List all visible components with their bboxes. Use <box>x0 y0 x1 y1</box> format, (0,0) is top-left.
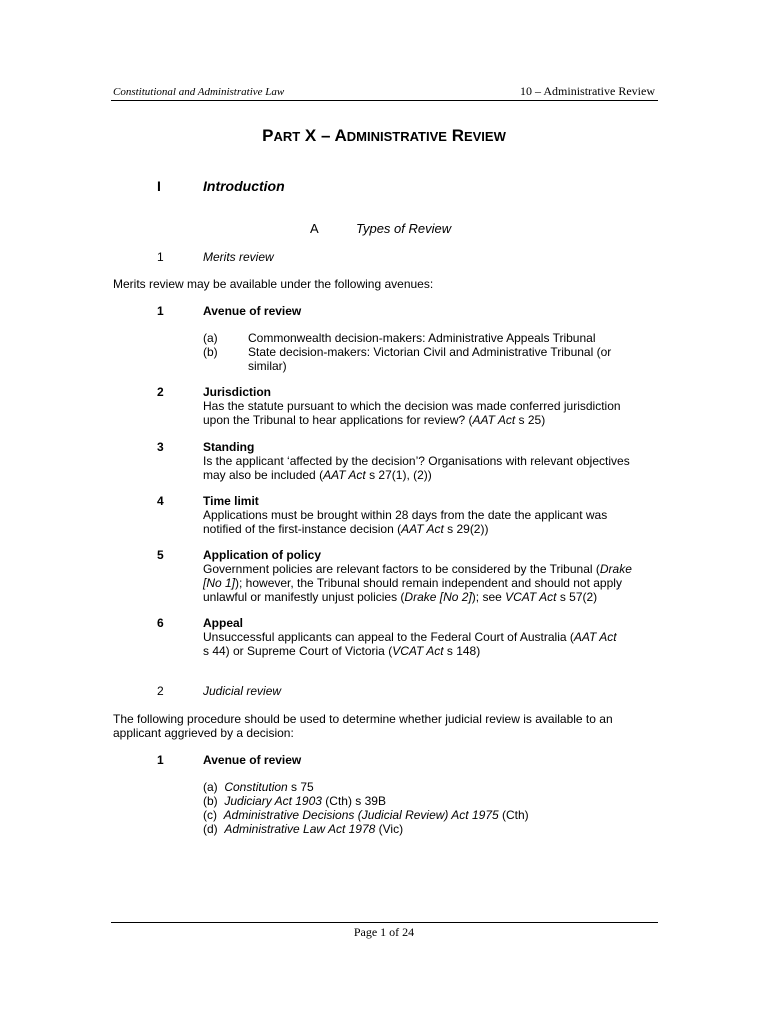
item-heading: Avenue of review <box>203 304 302 318</box>
item-heading: Appeal <box>203 616 244 630</box>
item-text: Government policies are relevant factors to be considered by the Tribunal (Drake <box>203 562 632 576</box>
item-number: 4 <box>157 494 164 508</box>
judicial-intro <box>113 712 613 740</box>
avenue-text: State decision-makers: Victorian Civil and Administrative Tribunal (or <box>248 345 612 359</box>
header-rule <box>111 100 658 101</box>
source-item: (d) Administrative Law Act 1978 (Vic) <box>203 822 404 836</box>
item-policy <box>203 548 632 604</box>
footer-rule <box>111 922 658 923</box>
item-text: may also be included (AAT Act s 27(1), (2)) <box>203 468 432 482</box>
merits-number: 1 <box>157 250 164 264</box>
item-heading: Time limit <box>203 494 259 508</box>
page-number: Page 1 of 24 <box>353 925 415 939</box>
subsection-heading: Types of Review <box>356 221 452 236</box>
item-number: 6 <box>157 616 164 630</box>
item-number: 1 <box>157 304 164 318</box>
item-text: unlawful or manifestly unjust policies (Drake [No 2]); see VCAT Act s 57(2) <box>203 590 598 604</box>
subsection-number: A <box>310 221 319 236</box>
item-text: [No 1]); however, the Tribunal should remain independent and should not apply <box>203 576 622 590</box>
avenue-text-cont: similar) <box>248 359 287 373</box>
item-text: Is the applicant ‘affected by the decision’? Organisations with relevant objectives <box>203 454 630 468</box>
avenue-text: Commonwealth decision-makers: Administrative Appeals Tribunal <box>248 331 596 345</box>
avenue-letter: (b) <box>203 345 218 359</box>
item-text: s 44) or Supreme Court of Victoria (VCAT Act s 148) <box>203 644 481 658</box>
item-number: 2 <box>157 385 164 399</box>
item-appeal <box>203 616 617 658</box>
judicial-heading: Judicial review <box>203 684 282 698</box>
item-heading: Jurisdiction <box>203 385 272 399</box>
item-number: 3 <box>157 440 164 454</box>
running-header-right: 10 – Administrative Review <box>520 84 655 98</box>
item-text: Applications must be brought within 28 days from the date the applicant was <box>203 508 608 522</box>
item-jurisdiction <box>203 385 621 427</box>
judicial-intro-line: applicant aggrieved by a decision: <box>113 726 294 740</box>
judicial-intro-line: The following procedure should be used to determine whether judicial review is available to an <box>113 712 613 726</box>
item-text: Unsuccessful applicants can appeal to the Federal Court of Australia (AAT Act <box>203 630 617 644</box>
section-heading: Introduction <box>203 178 285 194</box>
item-standing <box>203 440 630 482</box>
item-text: notified of the first-instance decision (AAT Act s 29(2)) <box>203 522 489 536</box>
item-heading: Standing <box>203 440 255 454</box>
merits-intro: Merits review may be available under the following avenues: <box>113 277 434 291</box>
item-text: upon the Tribunal to hear applications for review? (AAT Act s 25) <box>203 413 546 427</box>
item-number: 5 <box>157 548 164 562</box>
source-item: (a) Constitution s 75 <box>203 780 314 794</box>
source-item: (c) Administrative Decisions (Judicial Review) Act 1975 (Cth) <box>203 808 529 822</box>
item-heading: Avenue of review <box>203 753 302 767</box>
source-item: (b) Judiciary Act 1903 (Cth) s 39B <box>203 794 386 808</box>
item-number: 1 <box>157 753 164 767</box>
running-header-left: Constitutional and Administrative Law <box>113 86 285 98</box>
section-number: I <box>157 178 161 194</box>
judicial-sources <box>203 780 529 836</box>
page-title: PART X – ADMINISTRATIVE REVIEW <box>262 126 506 145</box>
item-text: Has the statute pursuant to which the decision was made conferred jurisdiction <box>203 399 621 413</box>
item-heading: Application of policy <box>203 548 322 562</box>
item-time-limit <box>203 494 607 536</box>
merits-heading: Merits review <box>203 250 274 264</box>
avenue-letter: (a) <box>203 331 218 345</box>
judicial-number: 2 <box>157 684 164 698</box>
